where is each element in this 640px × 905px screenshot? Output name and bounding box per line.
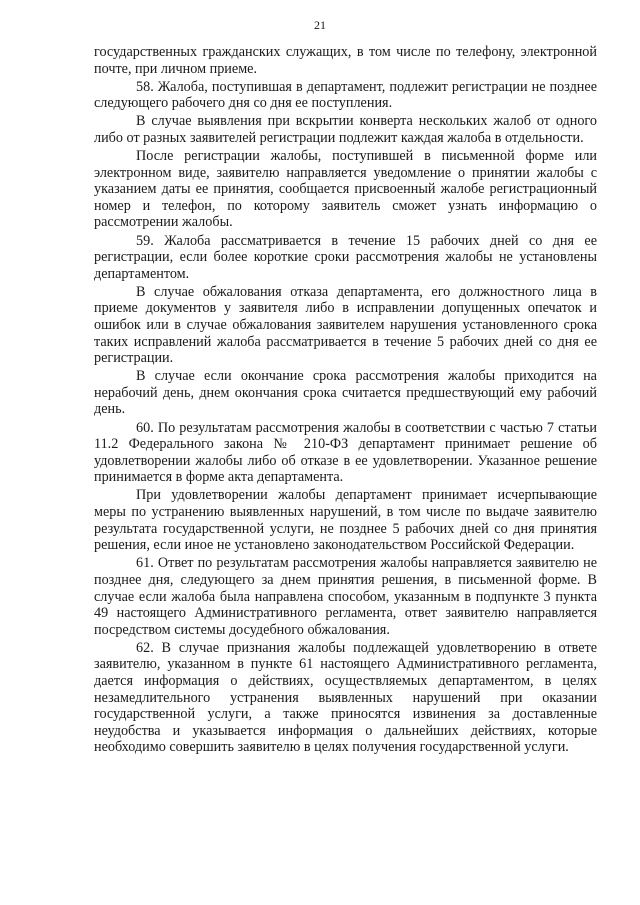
document-body — [94, 44, 597, 757]
paragraph: В случае обжалования отказа департамента, его должностного лица в приеме документов у заявителя либо в исправлении допущенных опечаток и ошибок или в случае обжалования заявителем нарушения установленного срока таких исправлений жалоба рассматривается в течение 5 рабочих дней со дня ее регистрации. — [94, 283, 597, 367]
paragraph: При удовлетворении жалобы департамент принимает исчерпывающие меры по устранению выявленных нарушений, в том числе по выдаче заявителю результата государственной услуги, не позднее 5 рабочих дней со дня принятия решения, если иное не установлено законодательством Российской Федерации. — [94, 487, 597, 554]
paragraph: государственных гражданских служащих, в том числе по телефону, электронной почте, при личном приеме. — [94, 44, 597, 77]
page-number: 21 — [314, 18, 326, 32]
paragraph: 62. В случае признания жалобы подлежащей удовлетворению в ответе заявителю, указанном в пункте 61 настоящего Административного регламента, дается информация о действиях, осуществляемых департаментом, в целях незамедлительного устранения выявленных нарушений при оказании государственной услуги, а также приносятся извинения за доставленные неудобства и указывается информация о дальнейших действиях, которые необходимо совершить заявителю в целях получения государственной услуги. — [94, 639, 597, 756]
paragraph: 61. Ответ по результатам рассмотрения жалобы направляется заявителю не позднее дня, следующего за днем принятия решения, в письменной форме. В случае если жалоба была направлена способом, указанным в подпункте 3 пункта 49 настоящего Административного регламента, ответ заявителю направляется посредством системы досудебного обжалования. — [94, 555, 597, 638]
paragraph: 58. Жалоба, поступившая в департамент, подлежит регистрации не позднее следующего рабочего дня со дня ее поступления. — [94, 78, 597, 112]
paragraph: 59. Жалоба рассматривается в течение 15 рабочих дней со дня ее регистрации, если более короткие сроки рассмотрения жалобы не установлены департаментом. — [94, 232, 597, 282]
paragraph: После регистрации жалобы, поступившей в письменной форме или электронном виде, заявителю направляется уведомление о принятии жалобы с указанием даты ее принятия, сообщается присвоенный жалобе регистрационный номер и телефон, по которому заявитель сможет узнать информацию о рассмотрении жалобы. — [94, 148, 597, 231]
paragraph: В случае если окончание срока рассмотрения жалобы приходится на нерабочий день, днем окончания срока считается предшествующий ему рабочий день. — [94, 368, 597, 418]
paragraph: 60. По результатам рассмотрения жалобы в соответствии с частью 7 статьи 11.2 Федерального закона № 210-ФЗ департамент принимает решение об удовлетворении жалобы либо об отказе в ее удовлетворении. Указанное решение принимается в форме акта департамента. — [94, 419, 597, 486]
paragraph: В случае выявления при вскрытии конверта нескольких жалоб от одного либо от разных заявителей регистрации подлежит каждая жалоба в отдельности. — [94, 113, 597, 146]
